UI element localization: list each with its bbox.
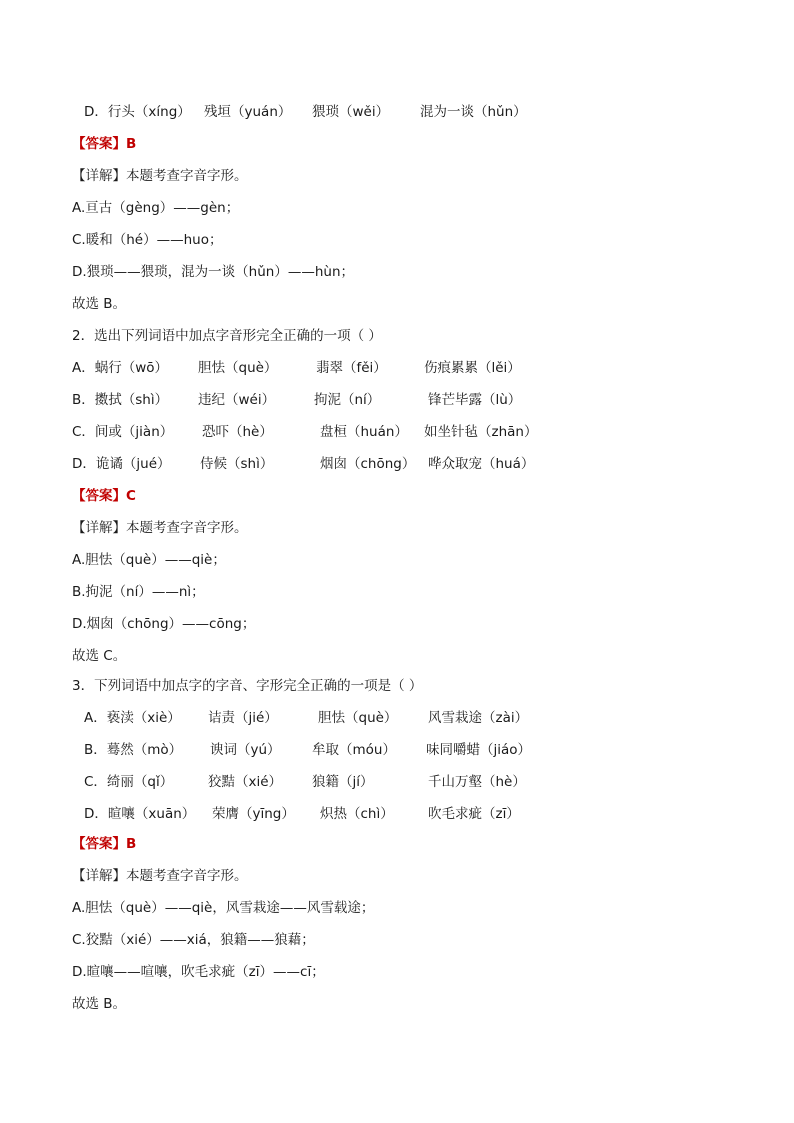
option-word: 侍候（shì）	[200, 456, 274, 472]
option-word: 胆怯（què）	[318, 710, 398, 726]
answer-value: B	[126, 836, 137, 852]
q3-answer	[72, 834, 136, 854]
q1-detail-a: A.亘古（gèng）——gèn；	[72, 200, 240, 216]
option-word: 狼籍（jí）	[312, 774, 374, 790]
option-word: A．蜗行（wō）	[72, 360, 169, 376]
option-word: 胆怯（què）	[198, 360, 278, 376]
detail-label: 【详解】	[72, 168, 126, 184]
answer-label: 【答案】	[72, 136, 126, 152]
option-word: 伤痕累累（lěi）	[424, 360, 521, 376]
q2-detail-b: B.拘泥（ní）——nì；	[72, 584, 205, 600]
q3-detail-d: D.暄嚷——喧嚷，吹毛求疵（zī）——cī；	[72, 964, 325, 980]
q3-detail-c: C.狡黠（xié）——xiá，狼籍——狼藉；	[72, 932, 315, 948]
option-word: 味同嚼蜡（jiáo）	[426, 742, 532, 758]
detail-label: 【详解】	[72, 868, 126, 884]
option-word: 混为一谈（hǔn）	[420, 104, 527, 120]
option-word: 如坐针毡（zhān）	[424, 424, 538, 440]
q3-detail-intro	[72, 866, 248, 886]
option-word: 恐吓（hè）	[202, 424, 273, 440]
option-word: 谀词（yú）	[210, 742, 281, 758]
detail-label: 【详解】	[72, 520, 126, 536]
option-word: 荣膺（yīng）	[212, 806, 295, 822]
detail-intro: 本题考查字音字形。	[126, 168, 248, 184]
option-word: 诘责（jié）	[208, 710, 278, 726]
option-word: 锋芒毕露（lù）	[428, 392, 522, 408]
answer-value: C	[126, 488, 136, 504]
option-word: A．亵渎（xiè）	[84, 710, 181, 726]
q2-conclusion: 故选 C。	[72, 648, 127, 664]
q1-detail-c: C.暖和（hé）——huo；	[72, 232, 223, 248]
option-word: 风雪栽途（zài）	[428, 710, 529, 726]
answer-label: 【答案】	[72, 836, 126, 852]
option-word: D．暄嚷（xuān）	[84, 806, 196, 822]
option-word: 炽热（chì）	[320, 806, 394, 822]
q3-conclusion: 故选 B。	[72, 996, 127, 1012]
q1-detail-d: D.猥琐——猥琐，混为一谈（hǔn）——hùn；	[72, 264, 355, 280]
option-word: D．诡谲（jué）	[72, 456, 171, 472]
option-word: 千山万壑（hè）	[428, 774, 526, 790]
option-word: 哗众取宠（huá）	[428, 456, 535, 472]
detail-intro: 本题考查字音字形。	[126, 868, 248, 884]
option-word: B．蓦然（mò）	[84, 742, 183, 758]
option-word: 烟囱（chōng）	[320, 456, 416, 472]
option-word: 拘泥（ní）	[314, 392, 381, 408]
q3-stem: 3．下列词语中加点字的字音、字形完全正确的一项是（ ）	[72, 678, 423, 694]
q2-detail-d: D.烟囱（chōng）——cōng；	[72, 616, 256, 632]
q2-answer	[72, 486, 136, 506]
answer-label: 【答案】	[72, 488, 126, 504]
option-word: B．擞拭（shì）	[72, 392, 169, 408]
q3-detail-a: A.胆怯（què）——qiè，风雪栽途——风雪载途；	[72, 900, 375, 916]
option-word: 吹毛求疵（zī）	[428, 806, 520, 822]
q1-detail-intro	[72, 166, 248, 186]
detail-intro: 本题考查字音字形。	[126, 520, 248, 536]
option-word: D．行头（xíng）	[84, 104, 191, 120]
q1-conclusion: 故选 B。	[72, 296, 127, 312]
answer-value: B	[126, 136, 137, 152]
option-word: 狡黠（xié）	[208, 774, 283, 790]
option-word: 猥琐（wěi）	[312, 104, 390, 120]
option-word: 翡翠（fěi）	[316, 360, 387, 376]
q2-detail-a: A.胆怯（què）——qiè；	[72, 552, 226, 568]
option-word: C．绮丽（qǐ）	[84, 774, 174, 790]
option-word: 残垣（yuán）	[204, 104, 292, 120]
option-word: C．间或（jiàn）	[72, 424, 174, 440]
q1-answer	[72, 134, 136, 154]
option-word: 盘桓（huán）	[320, 424, 408, 440]
option-word: 牟取（móu）	[312, 742, 396, 758]
q2-detail-intro	[72, 518, 248, 538]
q2-stem: 2．选出下列词语中加点字音形完全正确的一项（ ）	[72, 328, 382, 344]
option-word: 违纪（wéi）	[198, 392, 276, 408]
